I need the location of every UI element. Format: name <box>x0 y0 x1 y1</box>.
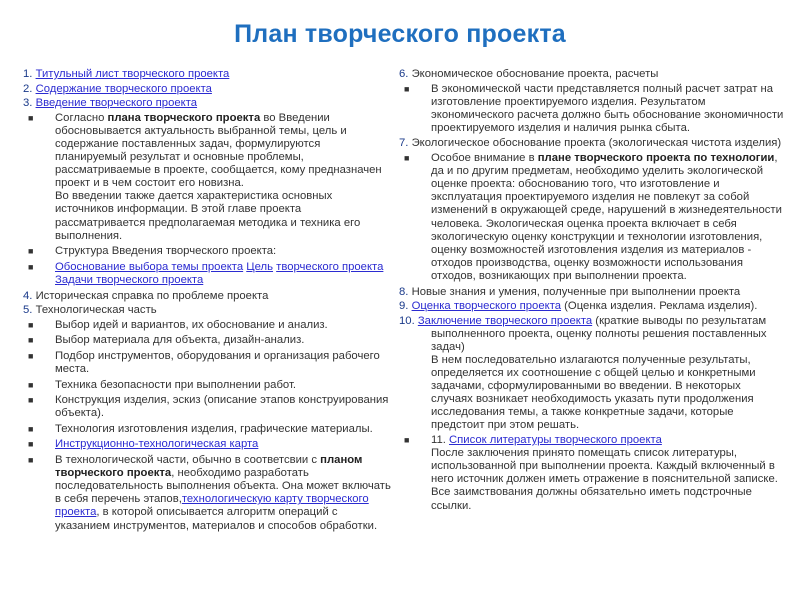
item-number: 3. <box>23 97 36 110</box>
item-number: 5. <box>23 304 36 317</box>
bullet-icon: ■ <box>28 350 34 361</box>
bullet-item <box>23 438 393 451</box>
tech-card-link[interactable]: технологическую карту творческого проекта <box>55 493 369 519</box>
evaluation-link[interactable]: Оценка творческого проекта <box>411 300 562 313</box>
instruction-card-link[interactable]: Инструкционно-технологическая карта <box>55 438 259 451</box>
bullet-item <box>23 245 393 258</box>
bold-text: планом творческого проекта <box>55 454 363 480</box>
list-item <box>399 315 784 433</box>
bullet-icon: ■ <box>28 335 34 346</box>
right-column <box>399 68 784 515</box>
bullet-icon: ■ <box>404 83 410 94</box>
item-number: 4. <box>23 289 36 302</box>
text: (краткие выводы по результатам выполненного проекта, оценку полноты решения поставленных задач) <box>431 314 767 353</box>
text: После заключения принято помещать список литературы, использованной при выполнении проекта. Каждый включенный в него источник должен иметь отражение в пояснительной записке. Все заимствования должны обязательно иметь подстрочные ссылки. <box>431 447 778 512</box>
item-number: 9. <box>399 300 412 313</box>
bullet-item <box>23 423 393 436</box>
bibliography-link[interactable]: Список литературы творческого проекта <box>449 434 662 447</box>
item-number: 11. <box>431 434 450 447</box>
list-item <box>399 68 784 81</box>
item-number: 1. <box>23 68 36 80</box>
list-item <box>399 300 784 313</box>
bullet-item <box>399 434 784 513</box>
bullet-icon: ■ <box>28 319 34 330</box>
text: Структура Введения творческого проекта: <box>55 245 277 258</box>
list-item <box>23 68 393 81</box>
bullet-item <box>23 454 393 533</box>
list-item <box>23 83 393 96</box>
bullet-item <box>23 334 393 347</box>
bullet-icon: ■ <box>28 455 34 466</box>
goal-link-2[interactable]: творческого проекта <box>276 260 384 273</box>
text: , в которой описывается алгоритм операций с указанием инструментов, материалов и способов обработки. <box>55 506 378 532</box>
bullet-icon: ■ <box>28 439 34 450</box>
bullet-icon: ■ <box>404 435 410 446</box>
list-item <box>399 286 784 299</box>
item-number: 8. <box>399 285 412 298</box>
bullet-icon: ■ <box>28 246 34 257</box>
bullet-icon: ■ <box>404 153 410 164</box>
bullet-item <box>23 350 393 376</box>
text: Технологическая часть <box>35 304 157 317</box>
bullet-icon: ■ <box>28 423 34 434</box>
title-page-link[interactable]: Титульный лист творческого проекта <box>35 68 230 80</box>
text: , необходимо разработать последовательность выполнения объекта. Она может включать в себя перечень этапов, <box>55 467 391 506</box>
bullet-icon: ■ <box>28 379 34 390</box>
conclusion-link[interactable]: Заключение творческого проекта <box>417 314 593 327</box>
bullet-item <box>399 152 784 283</box>
bullet-item <box>23 112 393 243</box>
bullet-item <box>23 319 393 332</box>
text: , да и по другим предметам, необходимо уделить экологической оценке проекта: обоснованию того, что изготовление и эксплуатация проектируемого изделия не повлекут за собой изменений в окружающей среде, нарушений в жизнедеятельности человека. Экологическая оценка проекта включает в себя экологическую оценку конструкции и технологии изготовления, оценку возможностей изготовления изделия из материалов - отходов производства, оценку возможности использования отходов, возникающих при выполнении проекта. <box>431 152 782 282</box>
text: Новые знания и умения, полученные при выполнении проекта <box>411 285 741 298</box>
list-item <box>23 97 393 110</box>
text: Экологическое обоснование проекта (экологическая чистота изделия) <box>411 137 782 150</box>
contents-link[interactable]: Содержание творческого проекта <box>35 82 212 95</box>
introduction-link[interactable]: Введение творческого проекта <box>35 97 198 110</box>
text: Экономическое обоснование проекта, расчеты <box>411 68 659 80</box>
text: во Введении обосновывается актуальность выбранной темы, цель и содержание поставленных задач, формулируются планируемый результат и основные проблемы, рассматриваемые в проекте, сообщается, кому предназначен проект и в чем состоит его новизна. <box>55 111 382 190</box>
bullet-item <box>399 83 784 135</box>
text: (Оценка изделия. Реклама изделия). <box>561 300 758 313</box>
item-number: 10. <box>399 314 418 327</box>
list-item <box>23 290 393 303</box>
page-title: План творческого проекта <box>234 20 566 48</box>
bold-text: плана творческого проекта <box>107 111 261 124</box>
item-number: 2. <box>23 82 36 95</box>
item-number: 6. <box>399 68 412 80</box>
text: Согласно <box>55 111 108 124</box>
text: В нем последовательно излагаются полученные результаты, определяется их соотношение с общей целью и конкретными задачами, сформулированными во введении. В некоторых случаях возникает необходимость указать пути продолжения исследования темы, а также конкретные задачи, которые предстоит при этом решать. <box>431 353 756 432</box>
bullet-icon: ■ <box>28 395 34 406</box>
text: Выбор материала для объекта, дизайн-анализ. <box>55 334 305 347</box>
bullet-item <box>23 394 393 420</box>
text: В технологической части, обычно в соответсвии с <box>55 454 321 467</box>
bullet-item <box>23 261 393 287</box>
text: Техника безопасности при выполнении работ. <box>55 378 297 391</box>
text: Конструкция изделия, эскиз (описание этапов конструирования объекта). <box>55 394 389 420</box>
text: Историческая справка по проблеме проекта <box>35 289 269 302</box>
text: В экономической части представляется полный расчет затрат на изготовление проектируемого изделия. Результатом экономического расчета должно быть обоснование экономичности проектируемого изделия и наличия рынка сбыта. <box>431 82 784 134</box>
bullet-item <box>23 379 393 392</box>
item-number: 7. <box>399 137 412 150</box>
text: Технология изготовления изделия, графические материалы. <box>55 422 373 435</box>
list-item <box>23 304 393 317</box>
goal-link[interactable]: Цель <box>246 260 274 273</box>
bullet-icon: ■ <box>28 112 34 123</box>
text: Подбор инструментов, оборудования и организация рабочего места. <box>55 349 380 375</box>
text: Выбор идей и вариантов, их обоснование и анализ. <box>55 318 328 331</box>
tasks-link[interactable]: Задачи творческого проекта <box>55 273 204 286</box>
left-column <box>23 68 393 535</box>
list-item <box>399 137 784 150</box>
text: Во введении также дается характеристика основных источников информации. В этой главе проекта рассматривается предполагаемая методика и техника его выполнения. <box>55 190 361 242</box>
text: Особое внимание в <box>431 152 538 165</box>
topic-choice-link[interactable]: Обоснование выбора темы проекта <box>55 260 244 273</box>
bullet-icon: ■ <box>28 261 34 272</box>
bold-text: плане творческого проекта по технологии <box>537 152 775 165</box>
